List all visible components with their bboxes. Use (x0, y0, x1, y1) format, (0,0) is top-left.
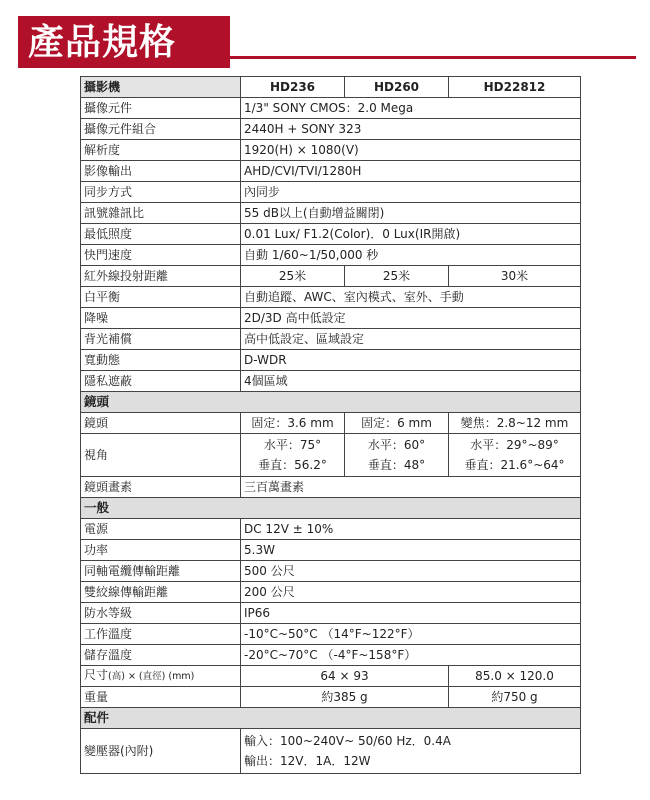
section-header-accessories (81, 708, 581, 729)
row-value: 500 公尺 (241, 561, 581, 582)
table-row (81, 477, 581, 498)
size-unit-label: (高) × (直徑) (mm) (108, 671, 195, 682)
row-label: 攝像元件 (81, 98, 241, 119)
row-label: 雙絞線傳輸距離 (81, 582, 241, 603)
fov-vertical: 垂直：56.2° (258, 458, 327, 472)
row-label: 儲存溫度 (81, 645, 241, 666)
row-value (241, 729, 581, 774)
row-value-hd22812: 約750 g (449, 687, 581, 708)
row-value-hd22812: 85.0 × 120.0 (449, 666, 581, 687)
header-model-hd260: HD260 (345, 77, 449, 98)
row-label: 電源 (81, 519, 241, 540)
row-value: AHD/CVI/TVI/1280H (241, 161, 581, 182)
fov-horizontal: 水平：60° (367, 438, 426, 452)
spec-table (80, 76, 581, 774)
row-value: IP66 (241, 603, 581, 624)
header-model-hd236: HD236 (241, 77, 345, 98)
row-label: 功率 (81, 540, 241, 561)
table-row (81, 519, 581, 540)
table-row (81, 687, 581, 708)
table-row (81, 561, 581, 582)
table-row (81, 329, 581, 350)
section-title: 一般 (81, 498, 581, 519)
row-value-hd22812: 30米 (449, 266, 581, 287)
table-row (81, 371, 581, 392)
fov-vertical: 垂直：21.6°~64° (464, 458, 565, 472)
row-label: 變壓器(內附) (81, 729, 241, 774)
row-value: 0.01 Lux/ F1.2(Color)．0 Lux(IR開啟) (241, 224, 581, 245)
table-row (81, 434, 581, 477)
section-title: 配件 (81, 708, 581, 729)
header-camera-label: 攝影機 (81, 77, 241, 98)
row-label: 攝像元件組合 (81, 119, 241, 140)
row-value: -10°C~50°C （14°F~122°F） (241, 624, 581, 645)
banner-underline (230, 56, 636, 59)
row-value: 自動追蹤、AWC、室內模式、室外、手動 (241, 287, 581, 308)
table-row (81, 603, 581, 624)
row-value: 4個區域 (241, 371, 581, 392)
row-label: 白平衡 (81, 287, 241, 308)
row-value-hd236-hd260: 約385 g (241, 687, 449, 708)
row-value: 1920(H) × 1080(V) (241, 140, 581, 161)
row-value: -20°C~70°C （-4°F~158°F） (241, 645, 581, 666)
table-row (81, 203, 581, 224)
fov-horizontal: 水平：75° (263, 438, 322, 452)
row-value: 高中低設定、區域設定 (241, 329, 581, 350)
section-title: 鏡頭 (81, 392, 581, 413)
row-label: 訊號雜訊比 (81, 203, 241, 224)
table-row (81, 266, 581, 287)
row-label: 降噪 (81, 308, 241, 329)
table-row (81, 413, 581, 434)
row-label: 重量 (81, 687, 241, 708)
row-label: 同步方式 (81, 182, 241, 203)
row-value-hd260: 固定：6 mm (345, 413, 449, 434)
row-label: 鏡頭畫素 (81, 477, 241, 498)
table-row (81, 287, 581, 308)
row-label: 視角 (81, 434, 241, 477)
adapter-output: 輸出：12V．1A．12W (244, 754, 371, 768)
row-value-hd260: 25米 (345, 266, 449, 287)
row-value: 5.3W (241, 540, 581, 561)
section-header-general (81, 498, 581, 519)
table-row (81, 624, 581, 645)
row-value: DC 12V ± 10% (241, 519, 581, 540)
row-label: 影像輸出 (81, 161, 241, 182)
row-label (81, 666, 241, 687)
table-row (81, 224, 581, 245)
page-title: 產品規格 (28, 21, 177, 63)
spec-banner (18, 16, 636, 68)
size-label: 尺寸 (84, 668, 109, 682)
row-value: 2440H + SONY 323 (241, 119, 581, 140)
table-row (81, 645, 581, 666)
row-value: 1/3" SONY CMOS：2.0 Mega (241, 98, 581, 119)
adapter-input: 輸入：100~240V~ 50/60 Hz．0.4A (244, 734, 451, 748)
row-value-hd260 (345, 434, 449, 477)
section-header-lens (81, 392, 581, 413)
table-row (81, 161, 581, 182)
row-label: 寬動態 (81, 350, 241, 371)
row-value-hd236: 固定：3.6 mm (241, 413, 345, 434)
row-value-hd236 (241, 434, 345, 477)
table-row (81, 582, 581, 603)
row-value: 內同步 (241, 182, 581, 203)
row-value: 200 公尺 (241, 582, 581, 603)
row-label: 鏡頭 (81, 413, 241, 434)
row-label: 紅外線投射距離 (81, 266, 241, 287)
row-label: 快門速度 (81, 245, 241, 266)
table-row (81, 182, 581, 203)
row-value: 55 dB以上(自動增益關閉) (241, 203, 581, 224)
row-value: 2D/3D 高中低設定 (241, 308, 581, 329)
row-value-hd236-hd260: 64 × 93 (241, 666, 449, 687)
fov-vertical: 垂直：48° (367, 458, 426, 472)
table-row (81, 308, 581, 329)
row-label: 隱私遮蔽 (81, 371, 241, 392)
row-label: 工作溫度 (81, 624, 241, 645)
row-value: D-WDR (241, 350, 581, 371)
table-row (81, 245, 581, 266)
row-value-hd236: 25米 (241, 266, 345, 287)
row-value: 自動 1/60~1/50,000 秒 (241, 245, 581, 266)
table-row (81, 140, 581, 161)
row-value-hd22812: 變焦：2.8~12 mm (449, 413, 581, 434)
row-label: 解析度 (81, 140, 241, 161)
table-row (81, 729, 581, 774)
row-label: 最低照度 (81, 224, 241, 245)
table-row (81, 119, 581, 140)
row-label: 同軸電纜傳輸距離 (81, 561, 241, 582)
row-label: 防水等級 (81, 603, 241, 624)
fov-horizontal: 水平：29°~89° (470, 438, 559, 452)
table-header-row (81, 77, 581, 98)
table-row (81, 98, 581, 119)
row-value: 三百萬畫素 (241, 477, 581, 498)
row-label: 背光補償 (81, 329, 241, 350)
header-model-hd22812: HD22812 (449, 77, 581, 98)
table-row (81, 666, 581, 687)
table-row (81, 540, 581, 561)
row-value-hd22812 (449, 434, 581, 477)
table-row (81, 350, 581, 371)
